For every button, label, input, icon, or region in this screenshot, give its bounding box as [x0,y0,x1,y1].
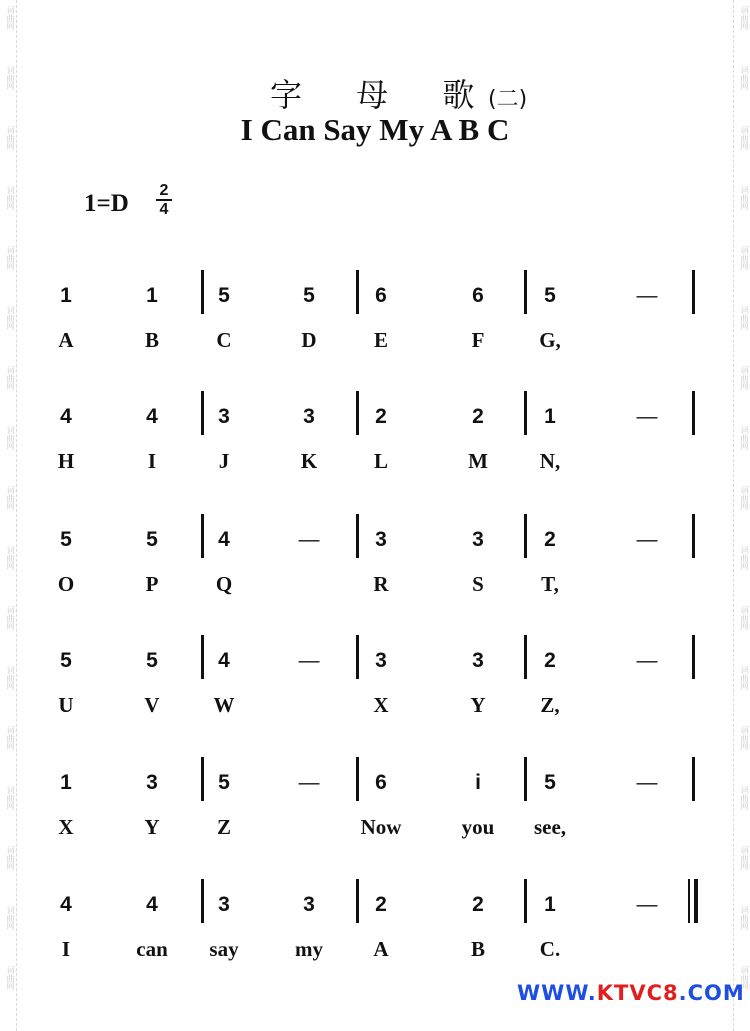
watermark-text: 词曲网 [6,906,15,930]
lyric-syllable: N, [539,449,561,473]
note: 3 [375,528,387,551]
watermark-text: 词曲网 [6,606,15,630]
note: 4 [218,649,230,672]
lyric-syllable: J [218,449,230,473]
note: — [636,528,658,551]
bar-line [524,635,527,679]
bar-line [201,757,204,801]
note: 4 [146,405,158,428]
bar-line [201,391,204,435]
lyric-syllable: can [136,937,168,961]
note: 2 [375,405,387,428]
lyric-syllable: C [216,328,232,352]
lyric-syllable: B [144,328,159,352]
note: — [636,405,658,428]
lyric-syllable: B [470,937,485,961]
watermark-text: 词曲网 [740,6,749,30]
note: 1 [60,771,72,794]
note: 3 [303,405,315,428]
watermark-text: 词曲网 [740,546,749,570]
bar-line [356,757,359,801]
bar-line [524,879,527,923]
lyric-syllable: A [373,937,389,961]
final-bar-line [694,879,698,923]
time-signature [156,183,172,218]
watermark-text: 词曲网 [6,186,15,210]
site-watermark-name: KTVC8 [596,981,679,1005]
note: 4 [60,893,72,916]
watermark-text: 词曲网 [6,426,15,450]
lyric-syllable: G, [539,328,561,352]
watermark-text: 词曲网 [6,546,15,570]
watermark-text: 词曲网 [740,786,749,810]
watermark-text: 词曲网 [740,366,749,390]
lyric-syllable: P [145,572,159,596]
note: 3 [218,893,230,916]
note: 3 [303,893,315,916]
time-signature-numerator: 2 [159,182,169,199]
note: 3 [218,405,230,428]
lyric-syllable: M [468,449,488,473]
note: 2 [375,893,387,916]
bar-line [692,635,695,679]
watermark-text: 词曲网 [6,6,15,30]
bar-line [692,514,695,558]
note: 3 [146,771,158,794]
watermark-text: 词曲网 [740,966,749,990]
bar-line [524,270,527,314]
watermark-text: 词曲网 [6,126,15,150]
watermark-text: 词曲网 [740,486,749,510]
bar-line [356,514,359,558]
lyric-syllable: T, [541,572,559,596]
lyric-syllable: W [213,693,235,717]
lyric-syllable: O [57,572,75,596]
bar-line [692,270,695,314]
bar-line [356,879,359,923]
note: 1 [60,284,72,307]
bar-line [524,514,527,558]
note: 4 [218,528,230,551]
note: 3 [472,528,484,551]
lyric-syllable: L [373,449,388,473]
lyric-syllable: E [373,328,388,352]
note: i [475,771,481,794]
note: 2 [544,528,556,551]
bar-line [356,270,359,314]
lyric-syllable: X [373,693,389,717]
note: — [298,528,320,551]
lyric-syllable: U [58,693,74,717]
note: 5 [60,649,72,672]
bar-line [201,635,204,679]
note: 4 [146,893,158,916]
watermark-text: 词曲网 [6,966,15,990]
bar-line [356,635,359,679]
watermark-text: 词曲网 [6,846,15,870]
note: 5 [544,284,556,307]
final-bar-line-thin [688,879,690,923]
site-watermark-suffix: .COM [678,981,745,1005]
watermark-text: 词曲网 [740,246,749,270]
watermark-text: 词曲网 [740,426,749,450]
title-chinese: 字 母 歌 [270,76,497,114]
note: 5 [218,284,230,307]
watermark-text: 词曲网 [6,306,15,330]
watermark-text: 词曲网 [6,66,15,90]
lyric-syllable: Z, [540,693,560,717]
bar-line [201,514,204,558]
note: — [636,893,658,916]
note: 5 [303,284,315,307]
watermark-text: 词曲网 [740,606,749,630]
lyric-syllable: I [147,449,157,473]
watermark-text: 词曲网 [740,126,749,150]
note: — [636,771,658,794]
lyric-syllable: Z [216,815,231,839]
bar-line [692,757,695,801]
watermark-text: 词曲网 [740,906,749,930]
right-watermark-strip [733,0,750,1031]
lyric-syllable: see, [533,815,567,839]
note: 1 [146,284,158,307]
lyric-syllable: K [300,449,318,473]
time-signature-denominator: 4 [156,199,172,218]
watermark-text: 词曲网 [740,306,749,330]
title-chinese-suffix: (二) [488,87,528,112]
bar-line [201,270,204,314]
bar-line [524,757,527,801]
watermark-text: 词曲网 [740,846,749,870]
watermark-text: 词曲网 [6,366,15,390]
left-watermark-strip [0,0,17,1031]
lyric-syllable: C. [539,937,561,961]
bar-line [356,391,359,435]
note: 5 [146,528,158,551]
note: 6 [375,771,387,794]
note: 5 [544,771,556,794]
lyric-syllable: my [295,937,323,961]
bar-line [692,391,695,435]
lyric-syllable: X [58,815,74,839]
lyric-syllable: you [461,815,495,839]
lyric-syllable: F [471,328,485,352]
note: 1 [544,405,556,428]
note: — [636,284,658,307]
bar-line [201,879,204,923]
title-english: I Can Say My A B C [240,112,510,147]
note: 3 [472,649,484,672]
lyric-syllable: R [373,572,389,596]
note: 5 [218,771,230,794]
watermark-text: 词曲网 [6,666,15,690]
note: — [298,649,320,672]
note: 6 [472,284,484,307]
key-signature: 1=D [84,190,129,217]
watermark-text: 词曲网 [6,726,15,750]
note: 6 [375,284,387,307]
note: 2 [544,649,556,672]
watermark-text: 词曲网 [740,726,749,750]
note: 5 [146,649,158,672]
lyric-syllable: D [301,328,317,352]
note: 1 [544,893,556,916]
site-watermark-prefix: WWW. [517,981,597,1005]
note: 3 [375,649,387,672]
lyric-syllable: Q [215,572,233,596]
lyric-syllable: A [58,328,74,352]
lyric-syllable: Y [470,693,486,717]
watermark-text: 词曲网 [740,186,749,210]
watermark-text: 词曲网 [6,486,15,510]
bar-line [524,391,527,435]
lyric-syllable: Y [144,815,160,839]
lyric-syllable: H [57,449,75,473]
lyric-syllable: Now [360,815,402,839]
lyric-syllable: I [61,937,71,961]
watermark-text: 词曲网 [740,666,749,690]
lyric-syllable: V [144,693,160,717]
note: — [298,771,320,794]
site-watermark [517,981,745,1005]
note: — [636,649,658,672]
watermark-text: 词曲网 [6,246,15,270]
lyric-syllable: say [209,937,239,961]
note: 2 [472,405,484,428]
lyric-syllable: S [472,572,484,596]
note: 4 [60,405,72,428]
note: 5 [60,528,72,551]
watermark-text: 词曲网 [6,786,15,810]
note: 2 [472,893,484,916]
watermark-text: 词曲网 [740,66,749,90]
